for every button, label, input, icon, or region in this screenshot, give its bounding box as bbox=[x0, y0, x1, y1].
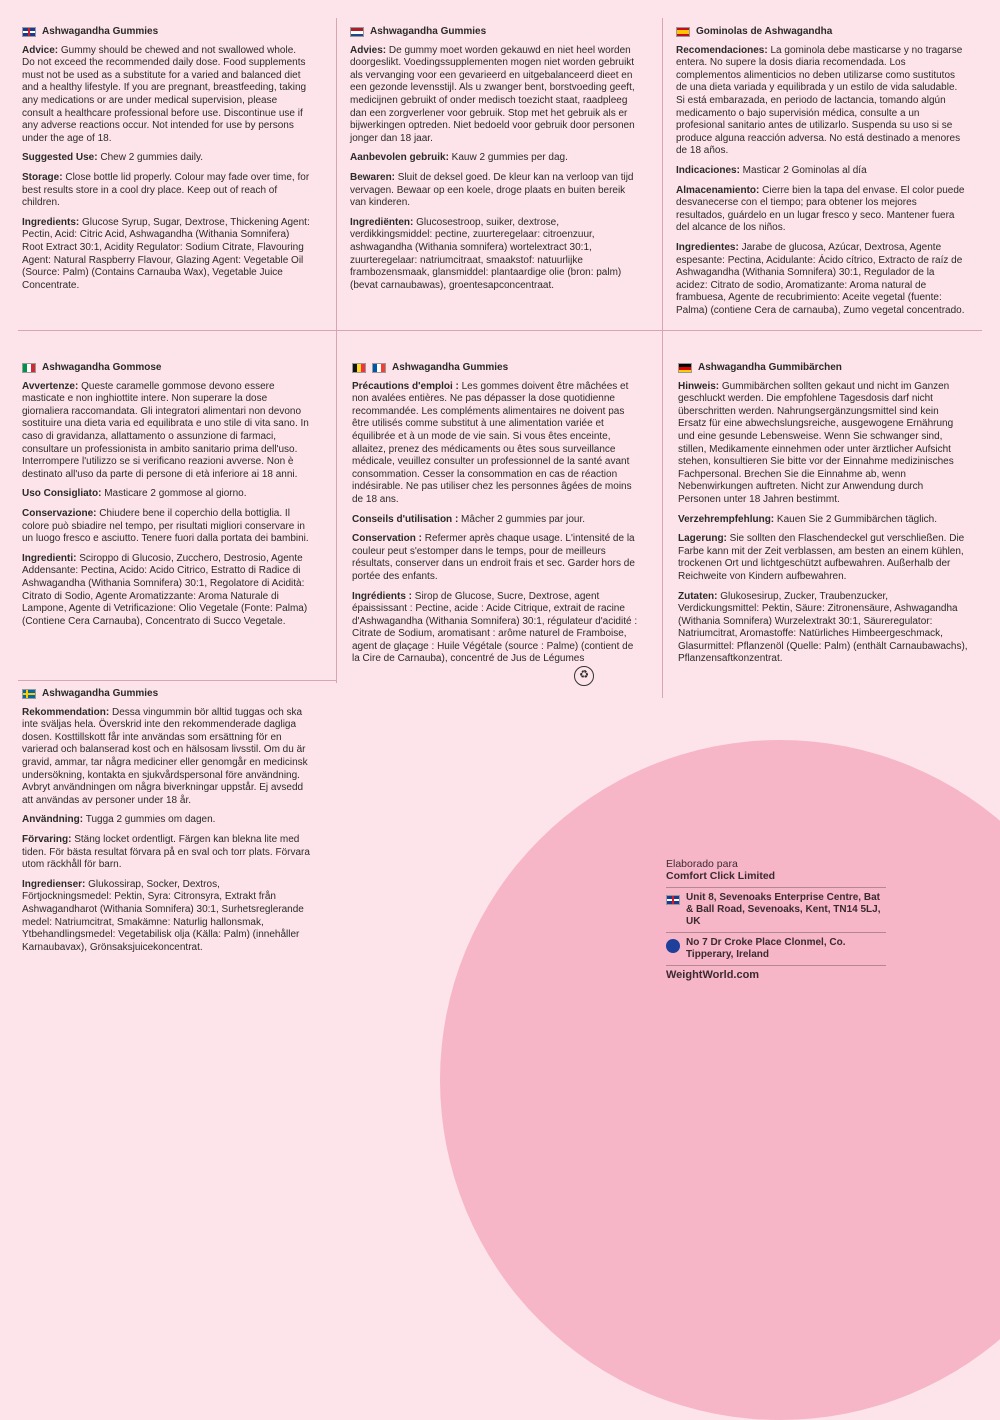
eu-address-row bbox=[666, 932, 886, 965]
netherlands-flag-icon bbox=[350, 27, 364, 37]
section-english bbox=[22, 26, 310, 299]
section-title: Ashwagandha Gummies bbox=[42, 688, 159, 699]
ingredients-paragraph: Ingredients: Glucose Syrup, Sugar, Dextrose, Thickening Agent: Pectin, Acid: Citric Acid, Ashwagandha (Withania Somnifera) Root Extract 30:1, Acidity Regulator: Sodium Citrate, Flavouring Agent: Natural Raspberry Flavour, Glazing Agent: Vegetable Oil (Source: Palm) (Contains Carnauba Wax), Vegetable Juice Concentrate. bbox=[22, 216, 310, 291]
section-dutch bbox=[350, 26, 638, 299]
eu-flag-icon bbox=[666, 939, 680, 953]
section-german bbox=[678, 362, 968, 673]
website-link[interactable]: WeightWorld.com bbox=[666, 965, 886, 981]
company-name: Comfort Click Limited bbox=[666, 870, 776, 882]
ingredients-paragraph: Ingredienti: Sciroppo di Glucosio, Zucchero, Destrosio, Agente Addensante: Pectina, Acido: Acido Citrico, Estratto di Radice di Ashwagandha (Withania Somnifera) 30:1, Regolatore di Acidità: Citrato di Sodio, Agente Aromatizzante: Aroma Naturale di Lampone, Agente di Vetrificazione: Olio Vegetale (Fonte: Palma) (Contiene Cera Carnauba), Concentrato di Succo Vegetale. bbox=[22, 552, 308, 627]
use-paragraph: Conseils d'utilisation : Mâcher 2 gummies par jour. bbox=[352, 513, 585, 525]
storage-paragraph: Storage: Close bottle lid properly. Colour may fade over time, for best results store in a cool dry place. Keep out of reach of children. bbox=[22, 171, 310, 209]
triman-recycle-icon: ♻ bbox=[574, 666, 594, 686]
storage-paragraph: Lagerung: Sie sollten den Flaschendeckel gut verschließen. Die Farbe kann mit der Zeit verblassen, am besten an einem kühlen, trockenen Ort und lichtgeschützt aufbewahren. Außerhalb der Reichweite von Kindern aufbewahren. bbox=[678, 533, 965, 582]
use-paragraph: Användning: Tugga 2 gummies om dagen. bbox=[22, 814, 216, 826]
advice-paragraph: Advice: Gummy should be chewed and not swallowed whole. Do not exceed the recommended daily dose. Food supplements must not be used as a substitute for a varied and balanced diet and a healthy lifestyle. If you are pregnant, breastfeeding, taking any medications or are under medical supervision, please consult a healthcare professional before use. Discontinue use if any adverse reactions occur. Not intended for use by persons under the age of 18. bbox=[22, 44, 307, 144]
use-paragraph: Aanbevolen gebruik: Kauw 2 gummies per dag. bbox=[350, 152, 568, 164]
decorative-pink-circle bbox=[440, 740, 1000, 1420]
storage-paragraph: Förvaring: Stäng locket ordentligt. Färgen kan blekna lite med tiden. För bästa resultat förvara på en sval och torr plats. Förvara utom räckhåll för barn. bbox=[22, 833, 310, 871]
use-paragraph: Verzehrempfehlung: Kauen Sie 2 Gummibärchen täglich. bbox=[678, 513, 938, 525]
germany-flag-icon bbox=[678, 363, 692, 373]
row-divider bbox=[18, 330, 982, 331]
advice-paragraph: Advies: De gummy moet worden gekauwd en niet heel worden doorgeslikt. Voedingssupplementen mogen niet worden gebruikt als vervanging voor een gevarieerd en uitgebalanceerd dieet en een gezonde levensstijl. Als u zwanger bent, borstvoeding geeft, medicijnen gebruikt of onder medisch toezicht staat, raadpleeg dan een zorgverlener voor gebruik. Stop met het gebruik als er bijwerkingen optreden. Niet bedoeld voor gebruik door personen jonger dan 18 jaar. bbox=[350, 44, 635, 144]
uk-flag-icon bbox=[666, 895, 680, 905]
section-french bbox=[352, 362, 638, 673]
section-swedish bbox=[22, 688, 312, 961]
ingredients-paragraph: Ingredientes: Jarabe de glucosa, Azúcar, Dextrosa, Agente espesante: Pectina, Acidulante: Ácido cítrico, Extracto de raíz de Ashwagandha (Withania Somnifera) 30:1, Regulador de la acidez: Citrato de sodio, Aromatizante: Aroma natural de frambuesa, Agente de recubrimiento: Aceite vegetal (fuente: Palma) (contiene Cera de carnauba), Zumo vegetal concentrado. bbox=[676, 241, 965, 316]
use-paragraph: Indicaciones: Masticar 2 Gominolas al día bbox=[676, 164, 867, 176]
uk-address: Unit 8, Sevenoaks Enterprise Centre, Bat & Ball Road, Sevenoaks, Kent, TN14 5LJ, UK bbox=[686, 892, 881, 927]
ingredients-paragraph: Ingredienser: Glukossirap, Socker, Dextros, Förtjockningsmedel: Pektin, Syra: Citronsyra, Extrakt från Ashwagandharot (Withania Somnifera) 30:1, Surhetsreglerande medel: Natriumcitrat, Smakämne: Naturlig hallonsmak, Ytbehandlingsmedel: Vegetabilisk olja (Källa: Palm) (innehåller Karnaubavax), Grönsaksjuicekoncentrat. bbox=[22, 878, 304, 953]
use-paragraph: Suggested Use: Chew 2 gummies daily. bbox=[22, 152, 203, 164]
uk-flag-icon bbox=[22, 27, 36, 37]
spain-flag-icon bbox=[676, 27, 690, 37]
section-title: Ashwagandha Gummibärchen bbox=[698, 362, 842, 373]
sweden-flag-icon bbox=[22, 689, 36, 699]
italy-flag-icon bbox=[22, 363, 36, 373]
ingredients-paragraph: Ingrédients : Sirop de Glucose, Sucre, Dextrose, agent épaississant : Pectine, acide : Acide Citrique, extrait de racine d'Ashwagandha (Withania Somnifera) 30:1, régulateur d'acidité : Citrate de Sodium, aromatisant : arôme naturel de Framboise, agent de glaçage : Huile Végétale (source : Palme) (contient de la Cire de Carnauba), concentré de Jus de Légumes bbox=[352, 590, 638, 665]
ingredients-paragraph: Ingrediënten: Glucosestroop, suiker, dextrose, verdikkingsmiddel: pectine, zuurteregelaar: citroenzuur, ashwagandha (Withania somnifera) wortelextract 30:1, zuurteregelaar: natriumcitraat, smaakstof: natuurlijke frambozensmaak, glansmiddel: plantaardige olie (bron: palm) (bevat carnaubawas), groentesapconcentraat. bbox=[350, 216, 622, 291]
advice-paragraph: Hinweis: Gummibärchen sollten gekaut und nicht im Ganzen geschluckt werden. Die empfohlene Tagesdosis darf nicht überschritten werden. Nahrungsergänzungsmittel sind kein Ersatz für eine abwechslungsreiche, ausgewogene Ernährung und eine gesunde Lebensweise. Wenn Sie schwanger sind, stillen, Medikamente einnehmen oder unter ärztlicher Aufsicht stehen, konsultieren Sie bitte vor der Einnahme medizinisches Fachpersonal. Brechen Sie die Einnahme ab, wenn Nebenwirkungen auftreten. Nicht zur Anwendung durch Personen unter 18 Jahren bestimmt. bbox=[678, 380, 954, 505]
use-paragraph: Uso Consigliato: Masticare 2 gommose al giorno. bbox=[22, 488, 247, 500]
row-divider bbox=[18, 680, 336, 681]
advice-paragraph: Précautions d'emploi : Les gommes doivent être mâchées et non avalées entières. Ne pas dépasser la dose quotidienne recommandée. Les compléments alimentaires ne doivent pas être utilisés comme substitut à une alimentation variée et équilibrée et à un mode de vie sain. Si vous êtes enceinte, allaitez, prenez des médicaments ou êtes sous surveillance médicale, veuillez consulter un professionnel de la santé avant consommation. Cesser la consommation en cas de réaction indésirable. Ne pas utiliser chez les personnes âgées de moins de 18 ans. bbox=[352, 380, 632, 505]
section-title: Ashwagandha Gummies bbox=[392, 362, 509, 373]
made-for-label: Elaborado para bbox=[666, 858, 738, 870]
belgium-flag-icon bbox=[352, 363, 366, 373]
column-divider bbox=[336, 18, 337, 683]
storage-paragraph: Almacenamiento: Cierre bien la tapa del envase. El color puede desvanecerse con el tiempo; para obtener los mejores resultados, guárdelo en un lugar fresco y seco. Mantener fuera del alcance de los niños. bbox=[676, 184, 965, 234]
section-italian bbox=[22, 362, 312, 635]
section-title: Gominolas de Ashwagandha bbox=[696, 26, 833, 37]
ireland-address: No 7 Dr Croke Place Clonmel, Co. Tipperary, Ireland bbox=[686, 937, 846, 960]
storage-paragraph: Conservazione: Chiudere bene il coperchio della bottiglia. Il colore può sbiadire nel tempo, per risultati migliori conservare in un luogo fresco e asciutto. Tenere fuori dalla portata dei bambini. bbox=[22, 507, 309, 545]
ingredients-paragraph: Zutaten: Glukosesirup, Zucker, Traubenzucker, Verdickungsmittel: Pektin, Säure: Zitronensäure, Ashwagandha (Withania Somnifera) Wurzelextrakt 30:1, Säureregulator: Natriumcitrat, Aromastoffe: Natürliches Himbeergeschmack, Glasurmittel: Pflanzenöl (Quelle: Palm) (enthält Carnaubawachs), Pflanzensaftkonzentrat. bbox=[678, 590, 968, 665]
storage-paragraph: Bewaren: Sluit de deksel goed. De kleur kan na verloop van tijd vervagen. Bewaar op een koele, droge plaats en buiten bereik van kinderen. bbox=[350, 171, 634, 209]
uk-address-row bbox=[666, 887, 886, 932]
advice-paragraph: Recomendaciones: La gominola debe masticarse y no tragarse entera. No supere la dosis diaria recomendada. Los complementos alimenticios no deben utilizarse como sustitutos de una dieta variada y equilibrada y un estilo de vida saludable. Si está embarazada, en periodo de lactancia, tomando algún medicamento o bajo supervisión médica, consulte a un profesional sanitario antes de utilizarlo. Suspenda su uso si se produce alguna reacción adversa. No está destinado a menores de 18 años. bbox=[676, 44, 963, 157]
section-title: Ashwagandha Gummies bbox=[42, 26, 159, 37]
column-divider bbox=[662, 18, 663, 698]
section-title: Ashwagandha Gummies bbox=[370, 26, 487, 37]
advice-paragraph: Avvertenze: Queste caramelle gommose devono essere masticate e non inghiottite intere. Non superare la dose giornaliera raccomandata. Gli integratori alimentari non devono sostituire una dieta varia ed equilibrata e uno stile di vita sano. In caso di gravidanza, allattamento o assunzione di farmaci, consultare un professionista in ambito sanitario prima dell'uso. Interrompere l'utilizzo se si verificano reazioni avverse. Non è destinato all'uso da parte di persone di età inferiore ai 18 anni. bbox=[22, 380, 309, 480]
section-title: Ashwagandha Gommose bbox=[42, 362, 162, 373]
advice-paragraph: Rekommendation: Dessa vingummin bör alltid tuggas och ska inte sväljas hela. Överskrid inte den rekommenderade dagliga dosen. Kosttillskott får inte användas som ersättning för en varierad och balanserad kost och en hälsosam livsstil. Om du är gravid, ammar, tar några mediciner eller genomgår en medicinsk undersökning, kontakta en sjukvårdspersonal före användning. Avbryt användningen om några biverkningar uppstår. Ej avsedd att användas av personer under 18 år. bbox=[22, 706, 308, 806]
france-flag-icon bbox=[372, 363, 386, 373]
storage-paragraph: Conservation : Refermer après chaque usage. L'intensité de la couleur peut s'estomper dans le temps, pour de meilleurs résultats, conserver dans un endroit frais et sec. Garder hors de portée des enfants. bbox=[352, 533, 635, 582]
section-spanish bbox=[676, 26, 966, 324]
manufacturer-info bbox=[666, 858, 886, 981]
